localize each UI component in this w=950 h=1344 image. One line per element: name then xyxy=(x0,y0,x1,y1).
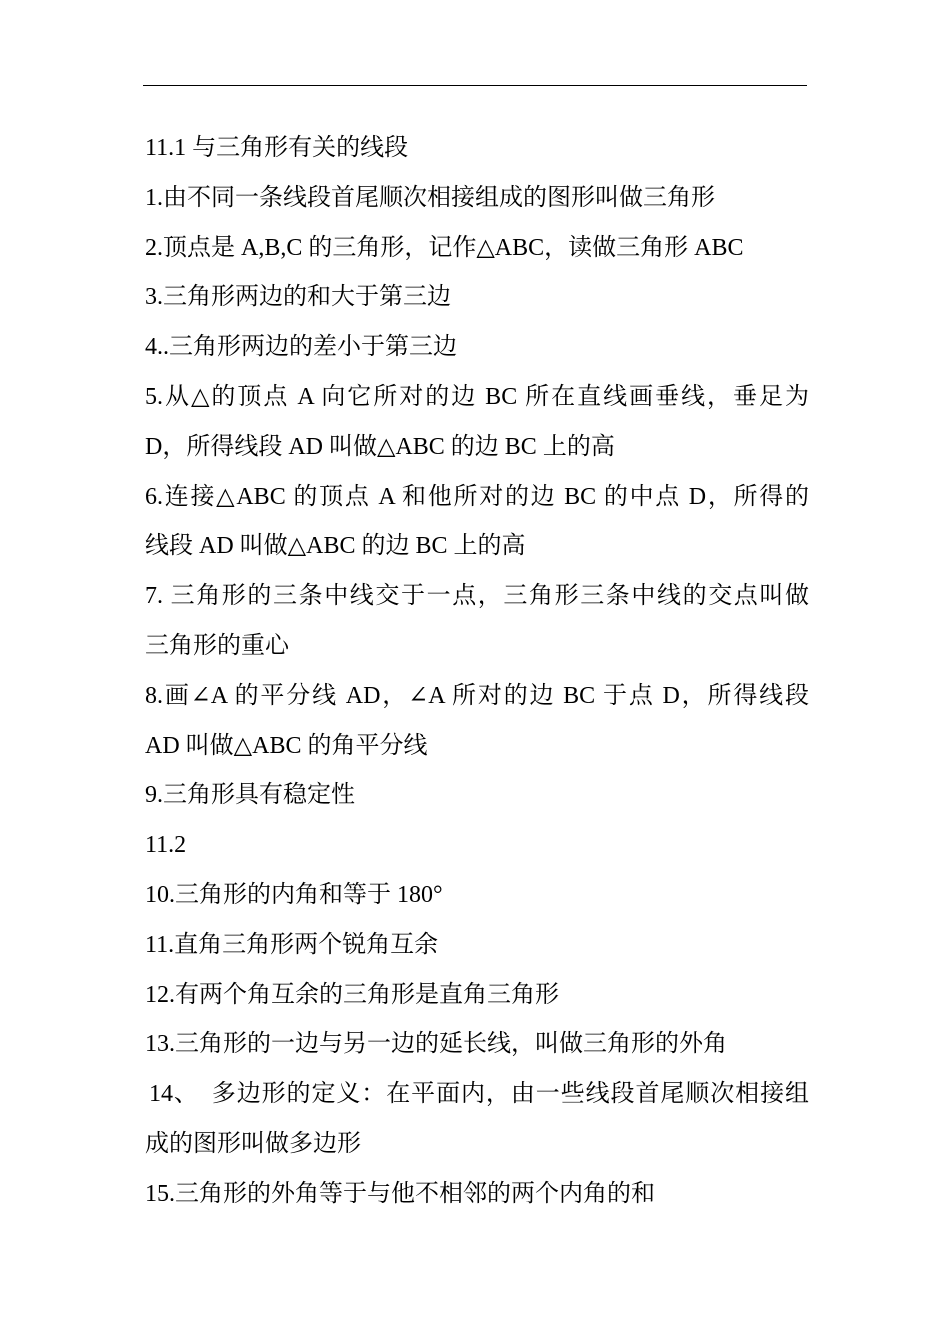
text-line: 5.从△的顶点 A 向它所对的边 BC 所在直线画垂线，垂足为 xyxy=(145,383,809,410)
text-line: AD 叫做△ABC 的角平分线 xyxy=(145,732,428,759)
text-line: 9.三角形具有稳定性 xyxy=(145,782,355,809)
text-line: 4..三角形两边的差小于第三边 xyxy=(145,334,457,361)
text-line: 12.有两个角互余的三角形是直角三角形 xyxy=(145,981,559,1008)
text-line: 2.顶点是 A,B,C 的三角形，记作△ABC，读做三角形 ABC xyxy=(145,234,744,261)
text-line: 10.三角形的内角和等于 180° xyxy=(145,881,443,908)
text-line: 线段 AD 叫做△ABC 的边 BC 上的高 xyxy=(145,533,526,560)
text-line: 11.直角三角形两个锐角互余 xyxy=(145,931,439,958)
section-heading: 11.2 xyxy=(145,832,187,859)
section-heading: 11.1 与三角形有关的线段 xyxy=(145,135,409,161)
text-line: 7. 三角形的三条中线交于一点，三角形三条中线的交点叫做 xyxy=(145,583,809,610)
text-line: D，所得线段 AD 叫做△ABC 的边 BC 上的高 xyxy=(145,433,615,460)
header-rule xyxy=(143,85,807,86)
document-body xyxy=(145,124,809,1220)
text-line: 1.由不同一条线段首尾顺次相接组成的图形叫做三角形 xyxy=(145,184,715,211)
text-line: 8.画∠A 的平分线 AD，∠A 所对的边 BC 于点 D，所得线段 xyxy=(145,682,809,709)
text-line: 15.三角形的外角等于与他不相邻的两个内角的和 xyxy=(145,1180,655,1207)
text-line: 13.三角形的一边与另一边的延长线，叫做三角形的外角 xyxy=(145,1031,727,1058)
text-line: 三角形的重心 xyxy=(145,632,289,659)
text-line: 3.三角形两边的和大于第三边 xyxy=(145,284,451,311)
text-line: 14、 多边形的定义：在平面内，由一些线段首尾顺次相接组 xyxy=(149,1081,809,1108)
text-line: 成的图形叫做多边形 xyxy=(145,1130,361,1157)
text-line: 6.连接△ABC 的顶点 A 和他所对的边 BC 的中点 D，所得的 xyxy=(145,483,809,510)
